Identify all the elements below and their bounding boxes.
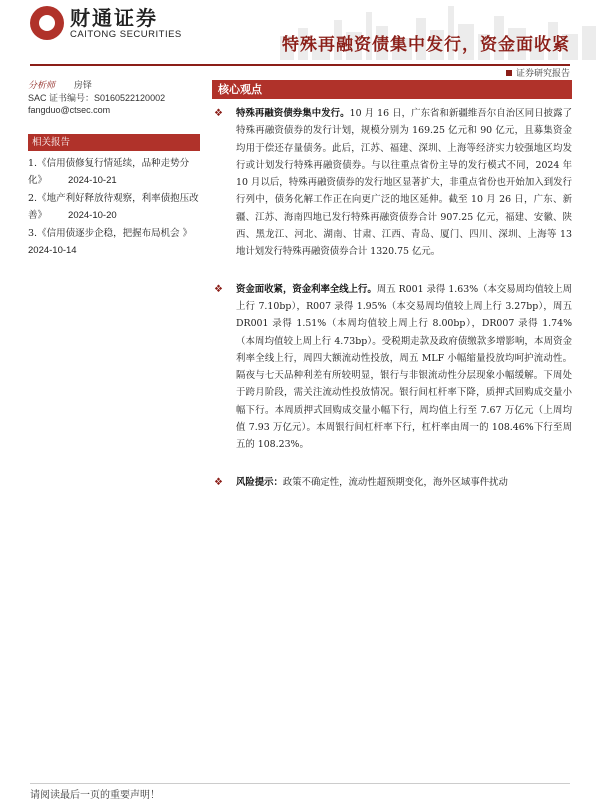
- report-title: 特殊再融资债集中发行，资金面收紧: [282, 35, 570, 55]
- analyst-email[interactable]: fangduo@ctsec.com: [28, 105, 111, 115]
- risk-warning-lead: 风险提示：: [236, 476, 283, 488]
- sidebar: [28, 80, 200, 260]
- diamond-bullet-icon: ❖: [214, 108, 223, 119]
- related-report-date: 2024-10-20: [68, 210, 117, 221]
- title-divider: [30, 64, 570, 66]
- core-view-header: 核心观点: [212, 80, 572, 99]
- footer-disclaimer-note: 请阅读最后一页的重要声明！: [30, 790, 160, 801]
- logo-emblem-icon: [30, 6, 64, 40]
- diamond-bullet-icon: ❖: [214, 283, 223, 295]
- related-report-title: 1.《信用债修复行情延续，品种走势分化》: [28, 158, 190, 186]
- key-point-paragraph: [212, 281, 572, 454]
- logo-chinese-name: 财通证券: [70, 5, 158, 30]
- square-bullet-icon: [506, 70, 512, 76]
- report-type-text: 证券研究报告: [515, 69, 570, 79]
- related-report-item[interactable]: [28, 190, 200, 224]
- risk-warning-text: 政策不确定性，流动性超预期变化，海外区域事件扰动: [282, 476, 508, 488]
- key-point-text: 周五 R001 录得 1.63%（本交易周均值较上周上行 7.10bp），R007 录得 1.95%（本交易周均值较上周上行 3.27bp），周五 DR001 录得 1.51%（本周均值较上周上行 8.00bp），DR007 录得 1.74%（本周均值较上周上行 4.73bp）。受税期走款及政府债缴款多增影响，本周资金利率全线上行，周四大额流动性投放，周五 MLF 小幅缩量投放均呵护流动性。隔夜与七天品种利差有所较明显，银行与非银流动性分层现象小幅缓解。下周处于跨月阶段，需关注流动性投放情况。银行间杠杆率下降，质押式回购成交量小幅下行。本周质押式回购成交量小幅下行，周均值上行至 7.67 万亿元（上周均值 7.93 万亿元）。本周银行间杠杆率下行，杠杆率由周一的 108.46%下行至周五的 108.23%。: [236, 283, 572, 451]
- key-point-paragraph: [212, 105, 572, 261]
- related-report-date: 2024-10-14: [28, 245, 77, 256]
- related-report-item[interactable]: [28, 225, 200, 259]
- key-point-text: 10 月 16 日，广东省和新疆维吾尔自治区同日披露了特殊再融资债券的发行计划，规模分别为 169.25 亿元和 90 亿元，且募集资金均用于偿还存量债务。此后，江苏、福建、深圳、上海等经济实力较强地区均发行或计划发行特殊再融资债券。与以往重点省份主导的发行模式不同，2024 年 10 月以后，特殊再融资债券的发行地区显著扩大，非重点省份也开始加入到发行行列中，债务化解工作正在向更广泛的地区延伸。截至 10 月 26 日，广东、新疆、江苏、海南四地已发行特殊再融资债券合计 907.25 亿元，福建、安徽、陕西、黑龙江、河北、湖南、甘肃、江西、青岛、厦门、四川、深圳、上海等 13 地计划发行特殊再融资债券合计 1320.75 亿元。: [236, 108, 572, 258]
- related-report-title: 2.《地产利好释放待观察，利率债抱压改善》: [28, 193, 199, 221]
- related-report-title: 3.《信用债逐步企稳，把握布局机会 》: [28, 228, 193, 239]
- footer-divider: [30, 783, 570, 784]
- diamond-bullet-icon: ❖: [214, 476, 223, 488]
- related-reports-header: 相关报告: [28, 134, 200, 151]
- risk-warning-paragraph: [212, 474, 572, 491]
- report-type-label: [506, 66, 570, 79]
- analyst-role: 分析师: [28, 81, 56, 91]
- page-header: [0, 0, 600, 78]
- analyst-name: 房铎: [73, 81, 92, 91]
- related-report-item[interactable]: [28, 155, 200, 189]
- key-point-lead: 特殊再融资债券集中发行。: [236, 108, 350, 119]
- sac-certificate: SAC 证书编号：S0160522120002: [28, 93, 166, 103]
- main-content: [212, 80, 572, 491]
- related-reports-list: [28, 155, 200, 259]
- related-report-date: 2024-10-21: [68, 175, 117, 186]
- analyst-line: [28, 80, 200, 92]
- company-logo: [30, 6, 182, 40]
- key-point-lead: 资金面收紧，资金利率全线上行。: [236, 283, 377, 295]
- logo-english-name: CAITONG SECURITIES: [70, 28, 182, 40]
